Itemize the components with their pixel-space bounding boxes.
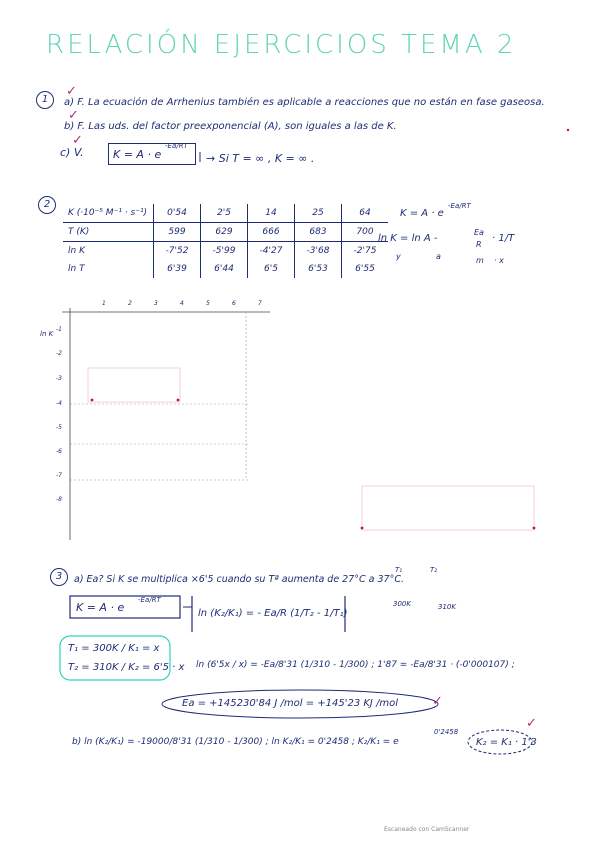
ex2-eq-label: · x <box>494 256 504 265</box>
graph-x-tick: 7 <box>258 300 262 307</box>
ex3-data-1: T₁ = 300K / K₁ = x <box>68 643 160 654</box>
graph-y-tick: -7 <box>56 472 62 479</box>
ex3-question-a: a) Ea? Si K se multiplica ×6'5 cuando su Tª aumenta de 27°C a 37°C. <box>74 574 405 585</box>
page-title: RELACIÓN EJERCICIOS TEMA 2 <box>46 30 517 60</box>
graph-x-tick: 6 <box>232 300 236 307</box>
exercise-2-number: 2 <box>38 196 56 214</box>
ex2-equation-2-numerator: Ea <box>474 228 484 237</box>
ex3-calculation-b-exponent: 0'2458 <box>434 728 459 736</box>
table-cell: 64 <box>342 204 389 223</box>
table-cell: 700 <box>342 223 389 242</box>
table-cell: -4'27 <box>248 242 295 261</box>
table-cell: 6'5 <box>248 260 295 278</box>
table-cell: 0'54 <box>154 204 201 223</box>
check-mark-icon: ✓ <box>68 108 79 123</box>
ex2-eq-label: a <box>436 252 441 261</box>
table-cell: ln K <box>68 246 85 256</box>
graph-y-tick: -1 <box>56 326 62 333</box>
ex3-t2-label: T₂ <box>430 566 438 574</box>
check-mark-icon: ✓ <box>526 716 537 731</box>
table-cell: 6'44 <box>201 260 248 278</box>
ex1-formula: K = A · e <box>113 148 162 161</box>
ex2-equation-1-exponent: -Ea/RT <box>448 202 471 210</box>
exercise-1-number: 1 <box>36 91 54 109</box>
table-cell: 14 <box>248 204 295 223</box>
ex3-arrhenius-formula: K = A · e <box>76 601 125 614</box>
ex3-result-a: Ea = +145230'84 J /mol = +145'23 KJ /mol <box>182 698 399 709</box>
ex2-equation-1: K = A · e <box>400 208 444 219</box>
table-cell: 25 <box>295 204 342 223</box>
ex1-answer-c-tail: → Si T = ∞ , K = ∞ . <box>206 152 315 165</box>
table-cell: -7'52 <box>154 242 201 261</box>
table-cell: 6'53 <box>295 260 342 278</box>
ex3-t1-label: T₁ <box>395 566 403 574</box>
table-cell: 6'55 <box>342 260 389 278</box>
check-mark-icon: ✓ <box>432 694 443 709</box>
graph-y-tick: -2 <box>56 350 62 357</box>
table-cell: 629 <box>201 223 248 242</box>
ex2-equation-2-tail: · 1/T <box>492 233 515 244</box>
table-cell: K (·10⁻⁵ M⁻¹ · s⁻¹) <box>63 204 154 223</box>
ex3-data-2: T₂ = 310K / K₂ = 6'5 · x <box>68 662 185 673</box>
graph-y-tick: -5 <box>56 424 62 431</box>
table-cell: 2'5 <box>201 204 248 223</box>
table-cell: 683 <box>295 223 342 242</box>
graph-x-tick: 2 <box>128 300 132 307</box>
graph-y-tick: -8 <box>56 496 62 503</box>
table-cell: 599 <box>154 223 201 242</box>
table-cell: ln T <box>68 264 85 274</box>
graph-y-tick: -6 <box>56 448 62 455</box>
table-cell: -2'75 <box>342 242 389 261</box>
scanner-footer: Escaneado con CamScanner <box>384 826 470 833</box>
graph-y-axis-label: ln K <box>40 330 54 338</box>
ex3-arrhenius-exponent: -Ea/RT <box>138 596 161 604</box>
ex2-equation-2-denominator: R <box>476 240 482 249</box>
graph-x-tick: 5 <box>206 300 210 307</box>
graph-x-tick: 1 <box>102 300 106 307</box>
table-cell: -3'68 <box>295 242 342 261</box>
ex3-calculation-b: b) ln (K₂/K₁) = -19000/8'31 (1/310 - 1/300) ; ln K₂/K₁ = 0'2458 ; K₂/K₁ = e <box>72 737 399 747</box>
ex2-eq-label: m <box>476 256 484 265</box>
graph-x-tick: 4 <box>180 300 184 307</box>
ex3-t1-value: 300K <box>393 600 411 608</box>
ex3-calculation-a: ln (6'5x / x) = -Ea/8'31 (1/310 - 1/300) ; 1'87 = -Ea/8'31 · (-0'000107) ; <box>196 660 515 670</box>
ex1-answer-b: b) F. Las uds. del factor preexponencial (A), son iguales a las de K. <box>64 121 397 132</box>
table-cell: 6'39 <box>154 260 201 278</box>
exercise-3-number: 3 <box>50 568 68 586</box>
ex1-answer-a: a) F. La ecuación de Arrhenius también es aplicable a reacciones que no están en fase gaseosa. <box>64 97 545 108</box>
table-cell: -5'99 <box>201 242 248 261</box>
ex2-eq-label: y <box>396 252 401 261</box>
table-cell: T (K) <box>63 223 154 242</box>
graph-y-tick: -3 <box>56 375 62 382</box>
check-mark-icon: ✓ <box>72 133 83 148</box>
ex3-log-formula: ln (K₂/K₁) = - Ea/R (1/T₂ - 1/T₁) <box>198 608 348 619</box>
ex1-answer-c-prefix: c) V. <box>60 146 84 159</box>
ex2-equation-2: ln K = ln A - <box>378 233 438 244</box>
ex1-formula-exponent: -Ea/RT <box>165 142 188 150</box>
graph-y-tick: -4 <box>56 400 62 407</box>
check-mark-icon: ✓ <box>66 84 77 99</box>
table-cell: 666 <box>248 223 295 242</box>
ex3-t2-value: 310K <box>438 603 456 611</box>
ex3-result-b: K₂ = K₁ · 1'3 <box>476 737 537 748</box>
graph-x-tick: 3 <box>154 300 158 307</box>
